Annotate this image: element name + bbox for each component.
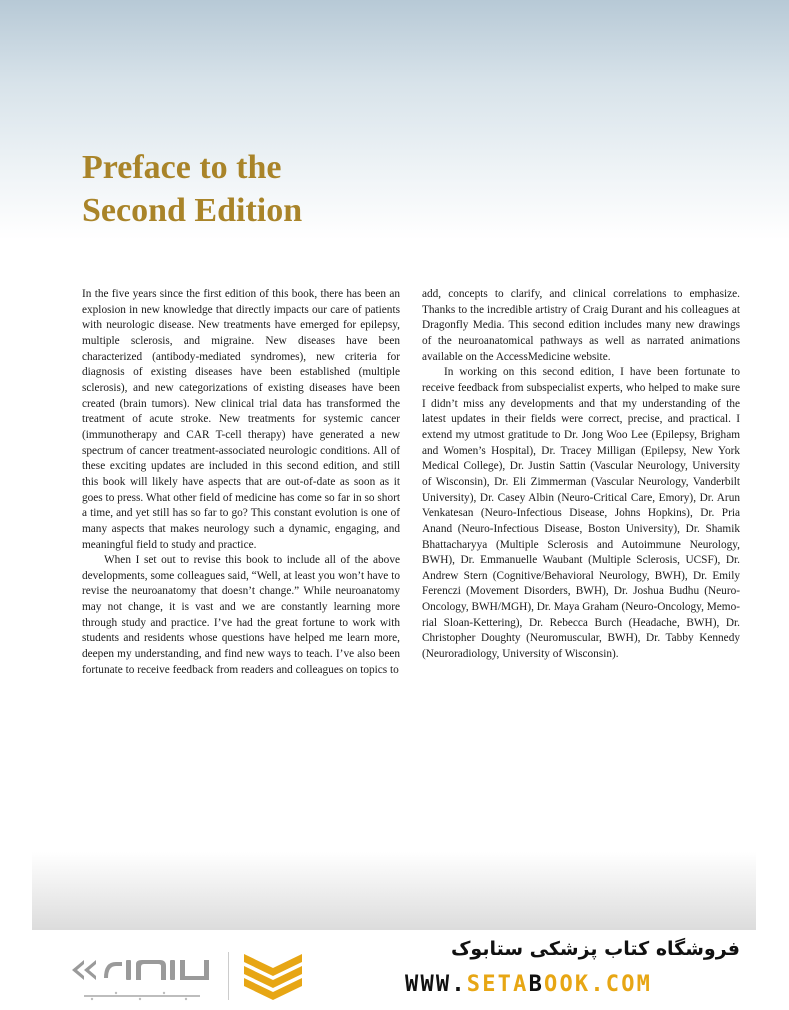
url-ook: OOK.COM [544,972,653,997]
page-title [82,146,302,232]
left-text-column [82,287,400,678]
books-emblem-icon [236,946,310,1004]
right-text-column [422,287,740,663]
url-b: B [528,972,545,997]
paragraph: When I set out to revise this book to include all of the above developments, some colleagues said, “Well, at least you won’t have to revise the neuroanatomy that doesn’t change.” While neuroanatomy may not change, it is vast and we are constantly learning more through study and practice. I’ve had the great fortune to work with students and residents whose questions have helped me learn more, deepen my understanding, and find new ways to teach. I’ve also been fortunate to receive feedback from readers and colleagues on topics to [82,554,400,676]
title-line-2: Second Edition [82,192,303,229]
title-line-1: Preface to the [82,149,282,186]
brand-logo-tagline [82,990,202,1005]
paragraph: In working on this second edition, I have been fortunate to receive feedback from subspecialist experts, who helped to make sure I didn’t miss any developments and that my understanding of the latest updates in their fields were correct, precise, and practical. I extend my utmost gratitude to Dr. Jong Woo Lee (Epilepsy, Brigham and Women’s Hospital), Dr. Tracey Milligan (Epilepsy, New York Medical College), Dr. Justin Sattin (Vascular Neurology, University of Wisconsin), Dr. Eli Zimmerman (Vascular Neurology, Vanderbilt University), Dr. Casey Albin (Neuro-Critical Care, Emory), Dr. Arun Venkatesan (Neuro-Infectious Disease, Johns Hopkins), Dr. Pria Anand (Neuro-Infectious Disease, Boston University), Dr. Shamik Bhattacharyya (Multiple Sclerosis and Autoimmune Neurology, BWH), Dr. Emmanuelle Waubant (Multiple Sclerosis, UCSF), Dr. Andrew Stern (Cognitive/Behavioral Neurology, BWH), Dr. Emily Ferenczi (Movement Disorders, BWH), Dr. Joshua Budhu (Neuro-Oncology, BWH/MGH), Dr. Maya Graham (Neuro-Oncology, Memorial Sloan-Kettering), Dr. Rebecca Burch (Headache, BWH), Dr. Christopher Doughty (Neuromuscular, BWH), Dr. Tabby Kennedy (Neuroradiology, University of Wisconsin). [422,366,740,661]
url-prefix: WWW. [405,972,467,997]
footer-gradient-band [32,852,756,930]
paragraph: add, concepts to clarify, and clinical correlations to emphasize. Thanks to the incredible artistry of Craig Durant and his colleagues at Dragonfly Media. This second edition includes many new drawings of the neuroanatomical pathways as well as narrated animations available on the AccessMedicine website. [422,288,740,363]
store-name: فروشگاه کتاب پزشکی ستابوک [450,938,740,960]
store-url-link[interactable] [405,972,750,997]
footer-divider [228,952,229,1000]
brand-logo-wordmark [62,950,222,990]
paragraph: In the five years since the first edition of this book, there has been an explosion in new knowledge that directly impacts our care of patients with neurologic disease. New treatments have emerged for epilepsy, multiple sclerosis, and migraine. New diseases have been characterized (antibody-mediated syndromes), new criteria for diagnosis of existing diseases have been established (multiple sclerosis), and new categorizations of existing diseases have been created (brain tumors). New clinical trial data has transformed the treatment of acute stroke. New treatments for systemic cancer (immunotherapy and CAR T-cell therapy) have generated a new spectrum of cancer treatment-associated neurologic conditions. All of these exciting updates are included in this second edition, and still this book will likely have aspects that are out-of-date as soon as it goes to press. What other field of medicine has come so far in so short a time, and yet still has so far to go? This constant evolution is one of many aspects that makes neurology such a dynamic, engaging, and meaningful field to study and practice. [82,288,400,551]
url-seta: SETA [466,972,529,997]
